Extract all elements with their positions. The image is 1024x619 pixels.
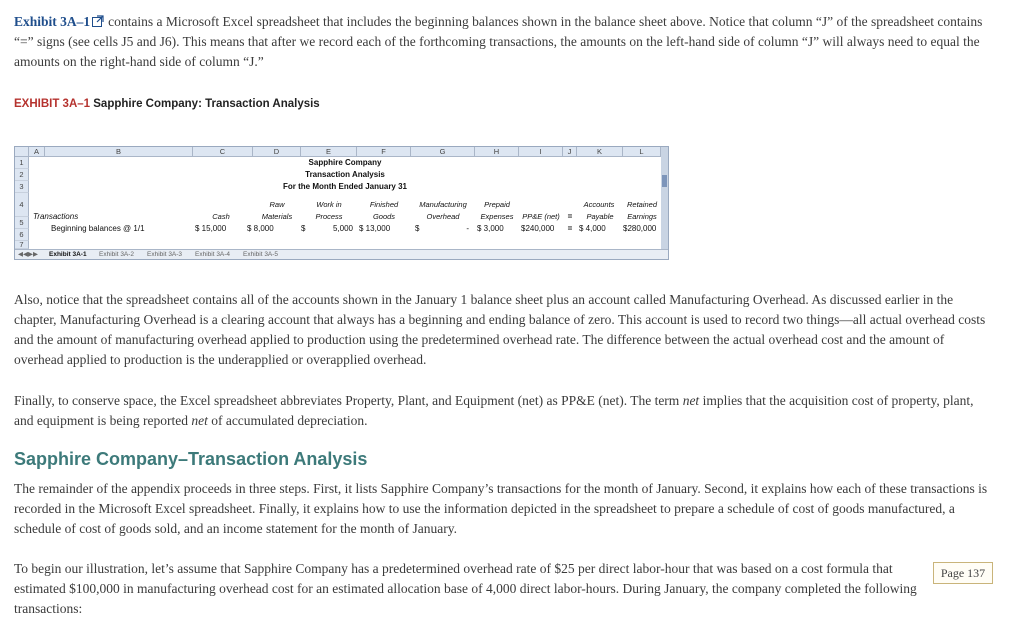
header-earnings: Earnings xyxy=(627,212,657,221)
scroll-thumb[interactable] xyxy=(662,175,667,187)
value-finished-goods: $ 13,000 xyxy=(359,224,391,233)
sheet-period: For the Month Ended January 31 xyxy=(282,182,407,191)
exhibit-label: EXHIBIT 3A–1 xyxy=(14,98,91,110)
header-equals: = xyxy=(567,212,573,221)
col-header-c: C xyxy=(193,147,253,157)
col-header-b: B xyxy=(45,147,193,157)
header-retained: Retained xyxy=(626,200,658,209)
col-header-k: K xyxy=(577,147,623,157)
header-finished: Finished xyxy=(369,200,399,209)
section-heading: Sapphire Company–Transaction Analysis xyxy=(14,449,368,469)
value-raw-materials: $ 8,000 xyxy=(247,224,274,233)
value-retained-earnings: $280,000 xyxy=(623,224,657,233)
col-header-e: E xyxy=(301,147,357,157)
col-header-f: F xyxy=(357,147,411,157)
paragraph-ppe-text-c: of accumulated depreciation. xyxy=(207,413,368,428)
row-header: 3 xyxy=(15,181,29,193)
exhibit-title xyxy=(14,98,320,110)
value-manufacturing-overhead: - xyxy=(466,224,469,233)
value-cash: $ 15,000 xyxy=(195,224,227,233)
header-materials: Materials xyxy=(261,212,293,221)
row-header: 4 xyxy=(15,193,29,217)
paragraph-ppe-emphasis: net xyxy=(191,413,208,428)
paragraph-ppe-text-a: Finally, to conserve space, the Excel spreadsheet abbreviates Property, Plant, and Equipment (net) as PP&E (net). The term xyxy=(14,393,683,408)
row-header: 1 xyxy=(15,157,29,169)
paragraph-illustration: To begin our illustration, let’s assume that Sapphire Company has a predetermined overhead rate of $25 per direct labor-hour that was based on a cost formula that estimated $100,000 in manufacturing overhead cost for an estimated allocation base of 4,000 direct labor-hours. During January, the company completed the following transactions: xyxy=(14,561,917,616)
sheet-tab-2[interactable]: Exhibit 3A-2 xyxy=(99,251,135,258)
sheet-company: Sapphire Company xyxy=(308,158,382,167)
col-header-g: G xyxy=(411,147,475,157)
header-expenses: Expenses xyxy=(480,212,514,221)
header-accounts: Accounts xyxy=(583,200,615,209)
value-equals: = xyxy=(567,224,573,233)
paragraph-steps: The remainder of the appendix proceeds in three steps. First, it lists Sapphire Company’s transactions for the month of January. Second, it explains how each of these transactions is recorded in the Microsoft Excel spreadsheet. Finally, it explains how to use the information depicted in the spreadsheet to prepare a schedule of cost of goods manufactured, a schedule of cost of goods sold, and an income statement for the month of January. xyxy=(14,481,988,536)
tab-nav-arrows-icon[interactable]: ◀◀▶▶ xyxy=(18,251,38,258)
header-payable: Payable xyxy=(586,212,614,221)
sheet-tab-3[interactable]: Exhibit 3A-3 xyxy=(147,251,183,258)
value-work-in-process: 5,000 xyxy=(332,224,353,233)
sheet-tab-5[interactable]: Exhibit 3A-5 xyxy=(243,251,279,258)
sheet-tab-bar xyxy=(15,249,668,260)
header-raw: Raw xyxy=(269,200,285,209)
intro-text: contains a Microsoft Excel spreadsheet that includes the beginning balances shown in the balance sheet above. Notice that column “J” of the spreadsheet contains “=” signs (see cells J5 and J6). This means that after we record each of the forthcoming transactions, the amounts on the left-hand side of column “J” will always need to equal the amounts on the right-hand side of column “J.” xyxy=(14,14,983,69)
value-accounts-payable: $ 4,000 xyxy=(579,224,606,233)
paragraph-ppe-text-b: implies that the acquisition cost of property, plant, and equipment is being reported xyxy=(14,393,974,428)
header-goods: Goods xyxy=(372,212,396,221)
row-header: 2 xyxy=(15,169,29,181)
header-cash: Cash xyxy=(212,212,230,221)
header-work-in: Work in xyxy=(316,200,342,209)
header-overhead: Overhead xyxy=(426,212,460,221)
paragraph-overhead: Also, notice that the spreadsheet contains all of the accounts shown in the January 1 balance sheet plus an account called Manufacturing Overhead. As discussed earlier in the chapter, Manufacturing Overhead is a clearing account that always has a beginning and ending balance of zero. This account is used to record two things—all actual overhead costs and the amount of manufacturing overhead applied to production using the predetermined overhead rate. The difference between the actual overhead cost and the amount of overhead applied to production is the underapplied or overapplied overhead. xyxy=(14,292,986,367)
corner-cell xyxy=(15,147,29,157)
sheet-tab-1[interactable]: Exhibit 3A-1 xyxy=(49,251,87,258)
exhibit-link[interactable]: Exhibit 3A–1 xyxy=(14,14,91,29)
header-manufacturing: Manufacturing xyxy=(419,200,467,209)
header-ppe: PP&E (net) xyxy=(522,212,560,221)
row-header: 7 xyxy=(15,241,29,249)
paragraph-ppe-emphasis: net xyxy=(682,393,700,408)
col-header-d: D xyxy=(253,147,301,157)
value-prepaid-expenses: $ 3,000 xyxy=(477,224,504,233)
sheet-tab-4[interactable]: Exhibit 3A-4 xyxy=(195,251,231,258)
value-mo-dollar: $ xyxy=(415,224,420,233)
beginning-balances-label: Beginning balances @ 1/1 xyxy=(51,224,145,233)
spreadsheet xyxy=(14,146,669,260)
transactions-label: Transactions xyxy=(33,212,79,221)
col-header-a: A xyxy=(29,147,45,157)
header-prepaid: Prepaid xyxy=(484,200,510,209)
value-wip-dollar: $ xyxy=(301,224,306,233)
value-ppe: $240,000 xyxy=(521,224,555,233)
row-header: 6 xyxy=(15,229,29,241)
page-number-badge: Page 137 xyxy=(933,562,993,584)
exhibit-name: Sapphire Company: Transaction Analysis xyxy=(93,98,320,110)
row-header: 5 xyxy=(15,217,29,229)
paragraph-ppe xyxy=(14,391,990,431)
col-header-j: J xyxy=(563,147,577,157)
vertical-scrollbar[interactable] xyxy=(661,147,668,249)
sheet-report: Transaction Analysis xyxy=(305,170,385,179)
col-header-h: H xyxy=(475,147,519,157)
col-header-l: L xyxy=(623,147,661,157)
col-header-i: I xyxy=(519,147,563,157)
header-process: Process xyxy=(315,212,343,221)
external-link-icon[interactable] xyxy=(92,15,104,27)
intro-paragraph xyxy=(14,12,990,72)
